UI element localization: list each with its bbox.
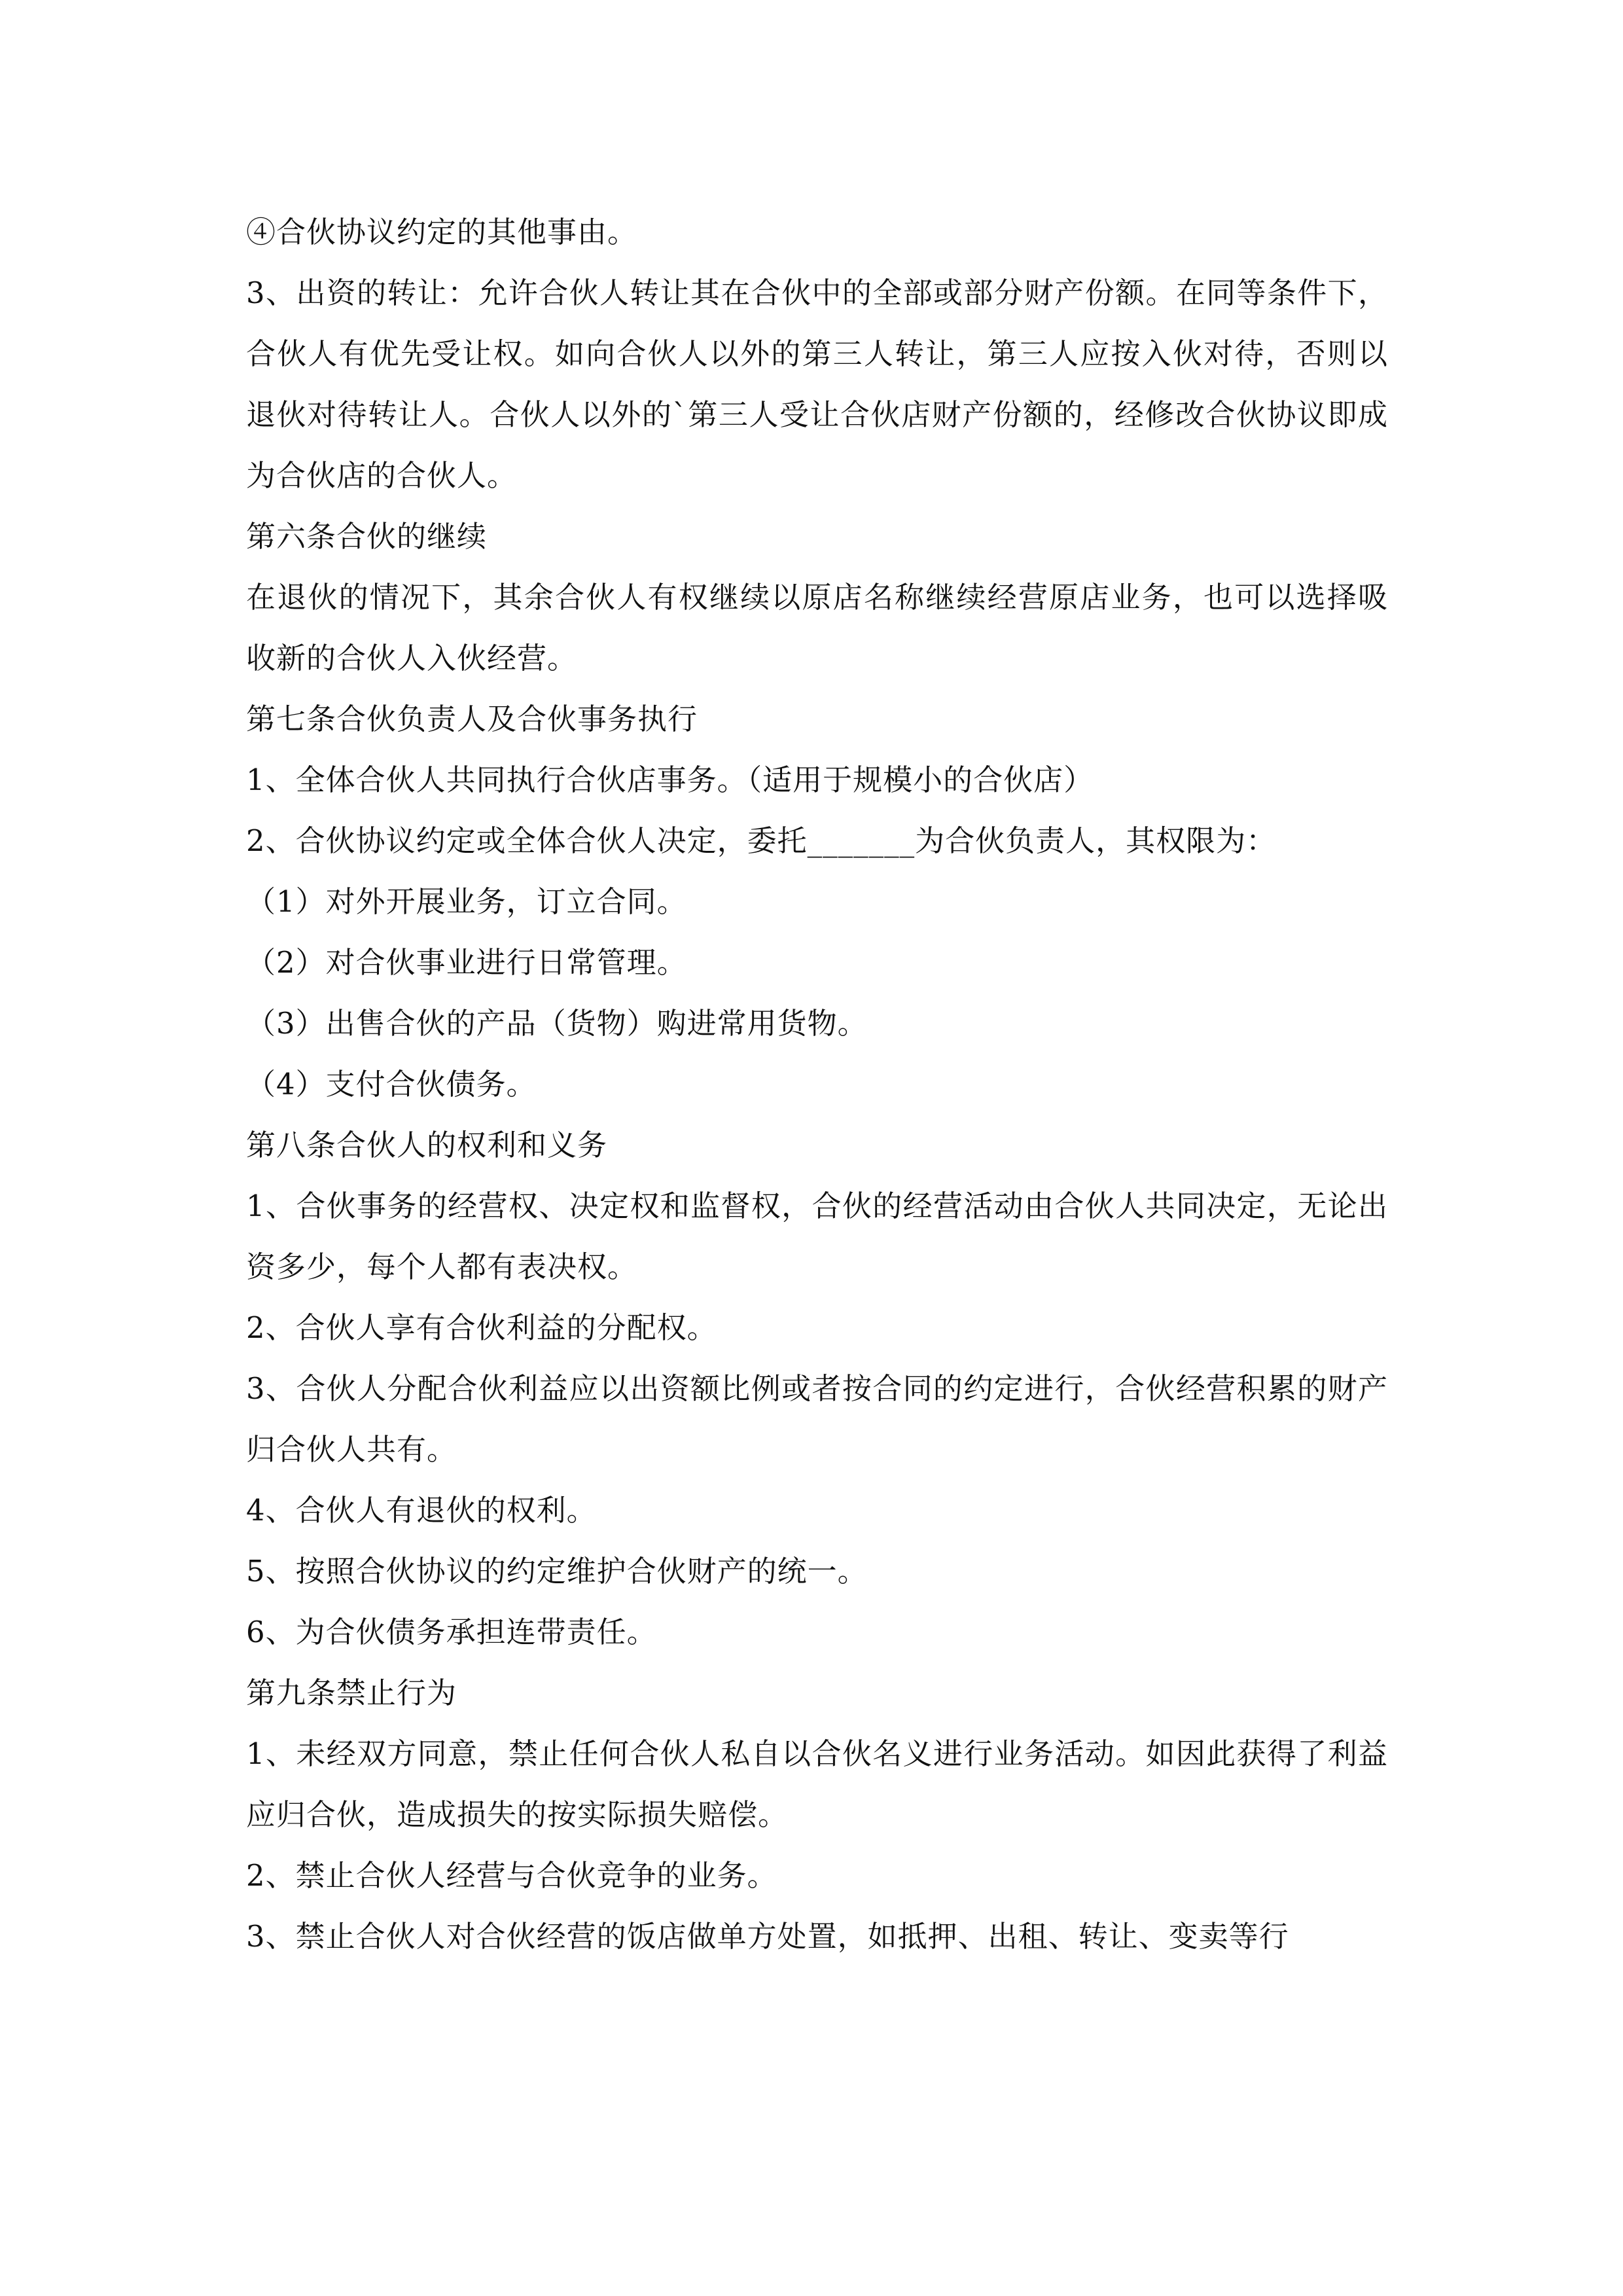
heading-article-6: 第六条合伙的继续 <box>246 519 488 554</box>
list-item-authority-4: （4）支付合伙债务。 <box>246 1067 537 1102</box>
list-item-authority-3: （3）出售合伙的产品（货物）购进常用货物。 <box>246 1006 868 1041</box>
paragraph-capital-transfer: 3、出资的转让：允许合伙人转让其在合伙中的全部或部分财产份额。在同等条件下，合伙人有优先受让权。如向合伙人以外的第三人转让，第三人应按入伙对待，否则以退伙对待转让人。合伙人以外的`第三人受让合伙店财产份额的，经修改合伙协议即成为合伙店的合伙人。 <box>246 276 1388 493</box>
paragraph-prohibition-3: 3、禁止合伙人对合伙经营的饭店做单方处置，如抵押、出租、转让、变卖等行 <box>246 1919 1289 1954</box>
paragraph-rights-2: 2、合伙人享有合伙利益的分配权。 <box>246 1310 717 1345</box>
paragraph-other-reasons: ④合伙协议约定的其他事由。 <box>246 215 638 249</box>
paragraph-continuation: 在退伙的情况下，其余合伙人有权继续以原店名称继续经营原店业务，也可以选择吸收新的合伙人入伙经营。 <box>246 580 1388 675</box>
paragraph-joint-execution: 1、全体合伙人共同执行合伙店事务。（适用于规模小的合伙店） <box>246 762 1094 797</box>
heading-article-8: 第八条合伙人的权利和义务 <box>246 1128 608 1162</box>
paragraph-rights-3: 3、合伙人分配合伙利益应以出资额比例或者按合同的约定进行，合伙经营积累的财产归合伙人共有。 <box>246 1371 1388 1467</box>
paragraph-rights-5: 5、按照合伙协议的约定维护合伙财产的统一。 <box>246 1554 868 1588</box>
paragraph-appoint-leader: 2、合伙协议约定或全体合伙人决定，委托_______为合伙负责人，其权限为： <box>246 823 1277 858</box>
list-item-authority-1: （1）对外开展业务，订立合同。 <box>246 884 687 919</box>
paragraph-rights-4: 4、合伙人有退伙的权利。 <box>246 1493 597 1528</box>
paragraph-prohibition-2: 2、禁止合伙人经营与合伙竞争的业务。 <box>246 1858 777 1893</box>
paragraph-prohibition-1: 1、未经双方同意，禁止任何合伙人私自以合伙名义进行业务活动。如因此获得了利益应归合伙，造成损失的按实际损失赔偿。 <box>246 1736 1388 1832</box>
paragraph-rights-1: 1、合伙事务的经营权、决定权和监督权，合伙的经营活动由合伙人共同决定，无论出资多少，每个人都有表决权。 <box>246 1189 1388 1284</box>
list-item-authority-2: （2）对合伙事业进行日常管理。 <box>246 945 687 980</box>
document-body <box>246 202 1388 1967</box>
paragraph-rights-6: 6、为合伙债务承担连带责任。 <box>246 1615 657 1649</box>
heading-article-7: 第七条合伙负责人及合伙事务执行 <box>246 702 698 736</box>
heading-article-9: 第九条禁止行为 <box>246 1676 457 1710</box>
